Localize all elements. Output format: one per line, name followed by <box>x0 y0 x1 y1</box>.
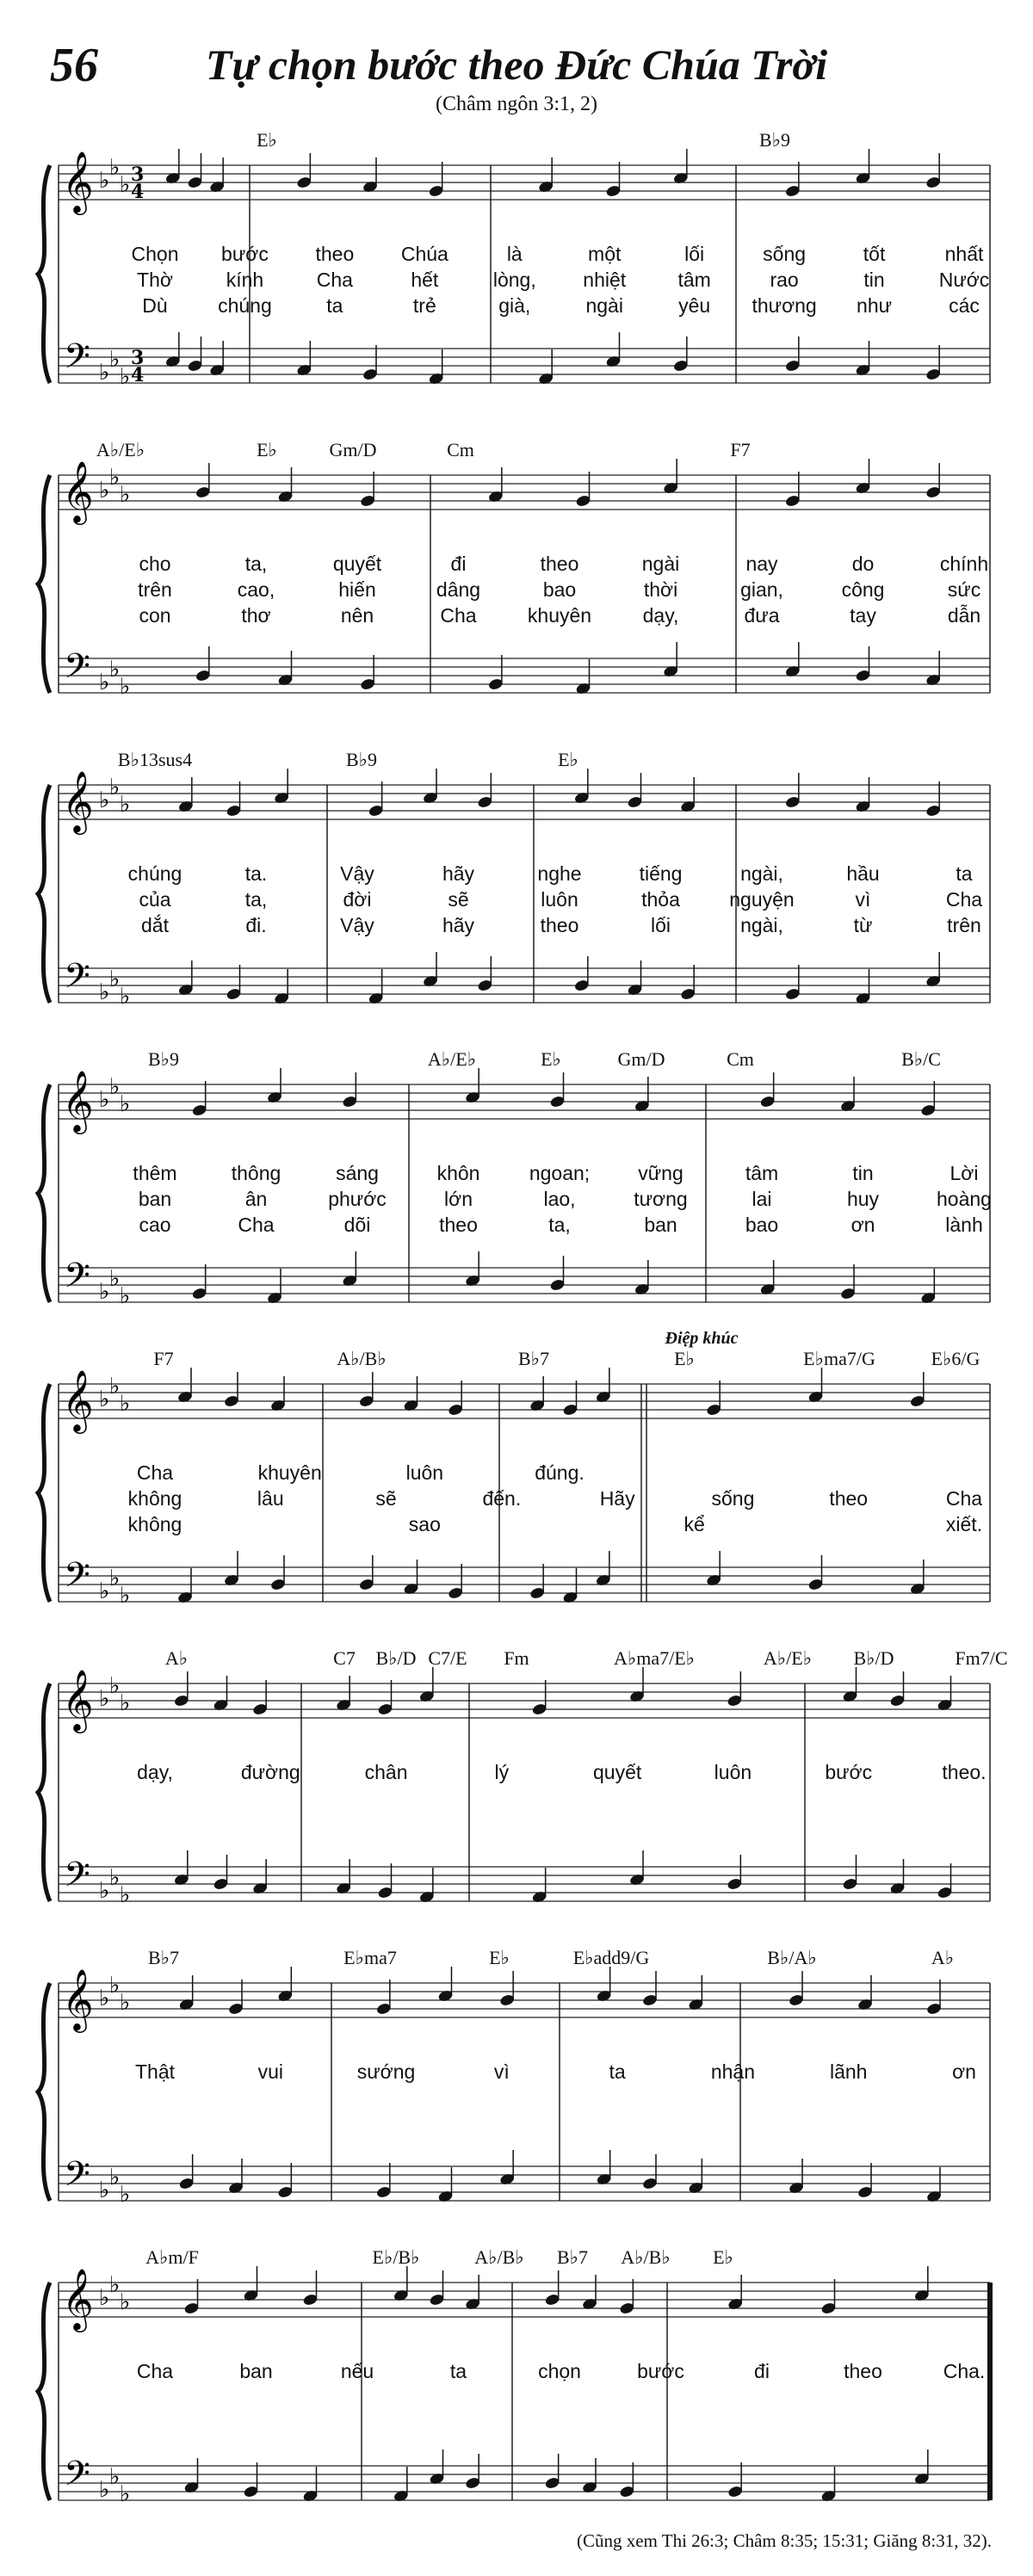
lyric-syllable: nguyện <box>729 888 795 911</box>
lyric-syllable: Nước <box>938 269 990 291</box>
lyric-syllable: tay <box>850 604 876 627</box>
flat-icon: ♭ <box>99 670 110 695</box>
music-system <box>0 1329 1033 1649</box>
chord-symbol: E♭ <box>257 439 277 460</box>
lyric-syllable: ngài, <box>740 862 783 885</box>
lyric-syllable: ơn <box>952 2060 976 2083</box>
flat-icon: ♭ <box>120 1690 131 1716</box>
lyric-syllable: tin <box>863 269 885 291</box>
chord-symbol: C7 <box>333 1647 356 1669</box>
treble-clef-icon: 𝄞 <box>62 769 94 832</box>
lyric-syllable: hầu <box>846 862 880 885</box>
lyric-syllable: luôn <box>541 888 578 911</box>
lyric-syllable: bao <box>745 1214 779 1236</box>
lyric-syllable: như <box>857 294 893 317</box>
chord-symbol: E♭ <box>713 2246 733 2268</box>
hymn-number: 56 <box>50 39 98 92</box>
lyric-syllable: gian, <box>740 578 783 601</box>
lyric-syllable: sống <box>711 1487 755 1510</box>
flat-icon: ♭ <box>120 1091 131 1117</box>
lyric-syllable: Cha <box>316 269 353 291</box>
chord-symbol: B♭/A♭ <box>767 1947 817 1968</box>
lyric-syllable: không <box>127 1487 182 1510</box>
bass-staff <box>59 968 990 1003</box>
lyric-syllable: cao, <box>237 578 275 601</box>
brace <box>38 2283 50 2500</box>
bass-staff <box>59 2466 990 2500</box>
lyric-syllable: sao <box>408 1513 441 1535</box>
bass-clef-icon: 𝄢 <box>64 956 90 1004</box>
lyric-syllable: nếu <box>340 2360 374 2382</box>
flat-icon: ♭ <box>109 2464 121 2490</box>
lyric-syllable: ngoan; <box>529 1162 591 1184</box>
lyric-syllable: xiết. <box>945 1513 983 1535</box>
lyric-syllable: Cha <box>945 1487 983 1510</box>
lyric-syllable: Cha <box>136 1461 174 1484</box>
lyric-syllable: Chọn <box>131 243 179 265</box>
chord-symbol: A♭/B♭ <box>337 1348 387 1369</box>
lyric-syllable: dạy, <box>137 1761 173 1783</box>
chord-symbol: Gm/D <box>617 1048 665 1070</box>
time-signature: 4 <box>131 364 145 386</box>
lyric-syllable: nhiệt <box>583 269 627 291</box>
lyric-syllable: Vậy <box>340 862 374 885</box>
chord-symbol: E♭ <box>558 749 578 770</box>
bass-clef-icon: 𝄢 <box>64 1555 90 1603</box>
chord-symbol: B♭7 <box>147 1947 180 1968</box>
music-system <box>0 129 1033 430</box>
lyric-syllable: chọn <box>538 2360 581 2382</box>
lyric-syllable: vì <box>855 888 871 911</box>
lyric-syllable: luôn <box>405 1461 444 1484</box>
brace <box>38 1683 50 1901</box>
flat-icon: ♭ <box>99 2477 110 2503</box>
lyric-syllable: Cha <box>136 2360 174 2382</box>
music-system <box>0 1647 1033 1949</box>
lyric-syllable: Chúa <box>400 243 448 265</box>
lyric-syllable: phước <box>328 1188 387 1210</box>
brace <box>38 785 50 1003</box>
lyric-syllable: chính <box>939 553 989 575</box>
chord-symbol: E♭ <box>489 1947 510 1968</box>
music-system <box>0 749 1033 1050</box>
section-marking: Điệp khúc <box>665 1329 739 1348</box>
lyric-syllable: lòng, <box>492 269 536 291</box>
brace <box>38 1084 50 1302</box>
lyric-syllable: lãnh <box>829 2060 868 2083</box>
lyric-syllable: tiếng <box>639 862 683 885</box>
flat-icon: ♭ <box>109 657 121 683</box>
lyric-syllable: cho <box>139 553 171 575</box>
chord-symbol: B♭9 <box>758 129 791 151</box>
lyric-syllable: thương <box>752 294 817 317</box>
staff-system-graphic <box>0 1647 1033 1949</box>
lyric-syllable: trẻ <box>412 294 436 317</box>
flat-icon: ♭ <box>120 2289 131 2315</box>
lyric-syllable: sẽ <box>448 888 469 911</box>
flat-icon: ♭ <box>99 168 110 194</box>
lyric-syllable: là <box>506 243 523 265</box>
chord-symbol: B♭/D <box>853 1647 894 1669</box>
treble-staff <box>59 785 990 819</box>
brace <box>38 165 50 383</box>
flat-icon: ♭ <box>99 1387 110 1412</box>
lyric-syllable: nhận <box>710 2060 756 2083</box>
lyric-syllable: đến. <box>482 1487 522 1510</box>
lyric-syllable: ta <box>326 294 343 317</box>
chord-symbol: E♭ <box>541 1048 561 1070</box>
flat-icon: ♭ <box>120 984 131 1010</box>
flat-icon: ♭ <box>120 482 131 508</box>
lyric-syllable: sống <box>763 243 807 265</box>
lyric-syllable: hãy <box>442 862 475 885</box>
lyric-syllable: ngài, <box>740 914 783 936</box>
lyric-syllable: dõi <box>343 1214 371 1236</box>
treble-clef-icon: 𝄞 <box>62 1069 94 1132</box>
lyric-syllable: ta, <box>244 888 268 911</box>
chord-symbol: F7 <box>730 439 751 460</box>
lyric-syllable: lâu <box>257 1487 284 1510</box>
chord-symbol: A♭ <box>931 1947 955 1968</box>
treble-staff <box>59 1384 990 1418</box>
lyric-syllable: hết <box>411 269 439 291</box>
flat-icon: ♭ <box>120 2481 131 2507</box>
flat-icon: ♭ <box>120 2182 131 2208</box>
flat-icon: ♭ <box>109 967 121 992</box>
music-system <box>0 2246 1033 2548</box>
lyric-syllable: ban <box>644 1214 677 1236</box>
lyric-syllable: thông <box>231 1162 281 1184</box>
lyric-syllable: bước <box>825 1761 873 1783</box>
footer-references: (Cũng xem Thi 26:3; Châm 8:35; 15:31; Giăng 8:31, 32). <box>576 2530 992 2551</box>
lyric-syllable: sáng <box>336 1162 379 1184</box>
lyric-syllable: một <box>588 243 622 265</box>
brace <box>38 475 50 693</box>
lyric-syllable: nay <box>745 553 778 575</box>
lyric-syllable: yêu <box>678 294 711 317</box>
chord-symbol: F7 <box>153 1348 174 1369</box>
lyric-syllable: hãy <box>442 914 475 936</box>
lyric-syllable: ta <box>956 862 973 885</box>
brace <box>38 1384 50 1602</box>
chord-symbol: B♭9 <box>147 1048 180 1070</box>
lyric-syllable: ngài <box>641 553 680 575</box>
flat-icon: ♭ <box>99 478 110 503</box>
music-system <box>0 439 1033 740</box>
chord-symbol: A♭m/F <box>145 2246 199 2268</box>
lyric-syllable: theo <box>829 1487 869 1510</box>
chord-symbol: E♭ma7/G <box>803 1348 875 1369</box>
lyric-syllable: dâng <box>436 578 481 601</box>
lyric-syllable: đi <box>754 2360 770 2382</box>
lyric-syllable: Thờ <box>137 269 173 291</box>
flat-icon: ♭ <box>109 2165 121 2190</box>
lyric-syllable: thỏa <box>641 888 680 911</box>
lyric-syllable: vui <box>257 2060 283 2083</box>
lyric-syllable: của <box>139 888 171 911</box>
lyric-syllable: theo <box>844 2360 882 2382</box>
lyric-syllable: ta. <box>244 862 268 885</box>
chord-symbol: Cm <box>727 1048 754 1070</box>
flat-icon: ♭ <box>120 172 131 198</box>
chord-symbol: A♭ <box>164 1647 189 1669</box>
music-system <box>0 1048 1033 1350</box>
chord-symbol: E♭/B♭ <box>372 2246 420 2268</box>
lyric-syllable: bước <box>637 2360 684 2382</box>
lyric-syllable: tương <box>634 1188 688 1210</box>
staff-system-graphic <box>0 1947 1033 2248</box>
lyric-syllable: theo. <box>942 1761 987 1783</box>
lyric-syllable: huy <box>846 1188 880 1210</box>
chord-symbol: E♭ <box>674 1348 695 1369</box>
lyric-syllable: quyết <box>332 553 382 575</box>
hymn-subtitle: (Châm ngôn 3:1, 2) <box>436 93 597 115</box>
lyric-syllable: nhất <box>944 243 984 265</box>
treble-clef-icon: 𝄞 <box>62 460 94 522</box>
bass-clef-icon: 𝄢 <box>64 646 90 695</box>
flat-icon: ♭ <box>99 1686 110 1712</box>
lyric-syllable: lối <box>684 243 705 265</box>
treble-clef-icon: 𝄞 <box>62 150 94 213</box>
lyric-syllable: các <box>949 294 980 317</box>
lyric-syllable: lành <box>945 1214 983 1236</box>
lyric-syllable: hiến <box>338 578 376 601</box>
lyric-syllable: công <box>841 578 885 601</box>
lyric-syllable: chúng <box>218 294 272 317</box>
lyric-syllable: tâm <box>677 269 711 291</box>
chord-symbol: Cm <box>447 439 474 460</box>
flat-icon: ♭ <box>109 347 121 373</box>
music-system <box>0 1947 1033 2248</box>
bass-staff <box>59 2166 990 2201</box>
treble-clef-icon: 𝄞 <box>62 1668 94 1731</box>
time-signature: 4 <box>131 181 145 203</box>
lyric-syllable: khôn <box>436 1162 480 1184</box>
chord-symbol: E♭ma7 <box>343 1947 397 1968</box>
lyric-syllable: vì <box>493 2060 510 2083</box>
chord-symbol: E♭6/G <box>931 1348 980 1369</box>
lyric-syllable: con <box>139 604 171 627</box>
lyric-syllable: ta, <box>244 553 268 575</box>
flat-icon: ♭ <box>109 155 121 181</box>
bass-clef-icon: 𝄢 <box>64 1256 90 1304</box>
flat-icon: ♭ <box>99 2285 110 2311</box>
bass-clef-icon: 𝄢 <box>64 2454 90 2502</box>
lyric-syllable: Cha <box>945 888 983 911</box>
lyric-syllable: dắt <box>141 914 169 936</box>
lyric-syllable: ta <box>449 2360 467 2382</box>
lyric-syllable: sướng <box>356 2060 416 2083</box>
lyric-syllable: không <box>127 1513 182 1535</box>
chord-symbol: Gm/D <box>329 439 377 460</box>
lyric-syllable: đường <box>240 1761 300 1783</box>
lyric-syllable: Vậy <box>340 914 374 936</box>
lyric-syllable: tốt <box>863 243 886 265</box>
staff-system-graphic <box>0 2246 1033 2548</box>
lyric-syllable: khuyên <box>527 604 592 627</box>
flat-icon: ♭ <box>99 788 110 813</box>
chord-symbol: B♭13sus4 <box>117 749 193 770</box>
lyric-syllable: Hãy <box>599 1487 635 1510</box>
chord-symbol: Fm7/C <box>955 1647 1008 1669</box>
lyric-syllable: đúng. <box>535 1461 585 1484</box>
lyric-syllable: Cha <box>440 604 477 627</box>
flat-icon: ♭ <box>99 360 110 386</box>
flat-icon: ♭ <box>120 1882 131 1908</box>
lyric-syllable: rao <box>770 269 799 291</box>
chord-symbol: Fm <box>504 1647 529 1669</box>
flat-icon: ♭ <box>109 2272 121 2298</box>
flat-icon: ♭ <box>99 1878 110 1904</box>
lyric-syllable: thời <box>643 578 678 601</box>
flat-icon: ♭ <box>99 1279 110 1305</box>
lyric-syllable: thêm <box>133 1162 177 1184</box>
lyric-syllable: ban <box>239 2360 273 2382</box>
chord-symbol: B♭7 <box>556 2246 589 2268</box>
lyric-syllable: nghe <box>537 862 582 885</box>
lyric-syllable: ngài <box>585 294 623 317</box>
lyric-syllable: đi <box>450 553 467 575</box>
chord-symbol: E♭ <box>257 129 277 151</box>
flat-icon: ♭ <box>109 1374 121 1399</box>
chord-symbol: B♭/C <box>901 1048 941 1070</box>
brace <box>38 1983 50 2201</box>
flat-icon: ♭ <box>120 792 131 818</box>
flat-icon: ♭ <box>109 1973 121 1998</box>
lyric-syllable: nên <box>340 604 374 627</box>
lyric-syllable: đưa <box>744 604 780 627</box>
flat-icon: ♭ <box>109 1673 121 1699</box>
lyric-syllable: ta, <box>548 1214 571 1236</box>
lyric-syllable: luôn <box>714 1761 752 1783</box>
bass-clef-icon: 𝄢 <box>64 1855 90 1903</box>
lyric-syllable: theo <box>540 553 579 575</box>
lyric-syllable: trên <box>138 578 172 601</box>
treble-staff <box>59 1983 990 2017</box>
chord-symbol: A♭/B♭ <box>621 2246 671 2268</box>
flat-icon: ♭ <box>120 674 131 700</box>
flat-icon: ♭ <box>120 1391 131 1417</box>
lyric-syllable: thơ <box>241 604 271 627</box>
flat-icon: ♭ <box>99 979 110 1005</box>
flat-icon: ♭ <box>109 465 121 491</box>
flat-icon: ♭ <box>109 1566 121 1591</box>
lyric-syllable: đời <box>343 888 372 911</box>
lyric-syllable: chúng <box>127 862 182 885</box>
lyric-syllable: lao, <box>543 1188 576 1210</box>
lyric-syllable: cao <box>139 1214 171 1236</box>
lyric-syllable: tâm <box>745 1162 779 1184</box>
lyric-syllable: ta <box>609 2060 626 2083</box>
lyric-syllable: theo <box>439 1214 478 1236</box>
chord-symbol: B♭9 <box>345 749 378 770</box>
lyric-syllable: do <box>851 553 875 575</box>
treble-clef-icon: 𝄞 <box>62 1368 94 1431</box>
lyric-syllable: khuyên <box>257 1461 322 1484</box>
lyric-syllable: kể <box>684 1513 705 1535</box>
lyric-syllable: vững <box>638 1162 684 1184</box>
lyric-syllable: từ <box>853 914 873 936</box>
flat-icon: ♭ <box>99 1578 110 1604</box>
lyric-syllable: theo <box>315 243 355 265</box>
lyric-syllable: theo <box>540 914 579 936</box>
lyric-syllable: lý <box>494 1761 510 1783</box>
chord-symbol: B♭7 <box>517 1348 550 1369</box>
lyric-syllable: kính <box>226 269 264 291</box>
time-signature: 3 <box>131 347 145 369</box>
hymn-title: Tự chọn bước theo Đức Chúa Trời <box>205 40 828 89</box>
lyric-syllable: đi. <box>245 914 267 936</box>
treble-clef-icon: 𝄞 <box>62 1968 94 2030</box>
flat-icon: ♭ <box>120 1583 131 1609</box>
lyric-syllable: Dù <box>142 294 168 317</box>
treble-clef-icon: 𝄞 <box>62 2267 94 2330</box>
chord-symbol: A♭/E♭ <box>427 1048 477 1070</box>
lyric-syllable: trên <box>947 914 981 936</box>
lyric-syllable: Lời <box>949 1162 979 1184</box>
lyric-syllable: lai <box>752 1188 772 1210</box>
lyric-syllable: Cha <box>238 1214 275 1236</box>
chord-symbol: A♭/E♭ <box>763 1647 813 1669</box>
lyric-syllable: Thật <box>134 2060 176 2083</box>
chord-symbol: C7/E <box>428 1647 467 1669</box>
lyric-syllable: già, <box>498 294 531 317</box>
bass-staff <box>59 1567 990 1602</box>
bass-clef-icon: 𝄢 <box>64 337 90 385</box>
lyric-syllable: hoàng <box>937 1188 992 1210</box>
lyric-syllable: sẽ <box>375 1487 397 1510</box>
flat-icon: ♭ <box>99 2178 110 2203</box>
chord-symbol: A♭ma7/E♭ <box>613 1647 696 1669</box>
lyric-syllable: tin <box>852 1162 874 1184</box>
chord-symbol: B♭/D <box>375 1647 417 1669</box>
lyric-syllable: bước <box>221 243 269 265</box>
flat-icon: ♭ <box>120 364 131 390</box>
chord-symbol: E♭add9/G <box>572 1947 650 1968</box>
lyric-syllable: bao <box>542 578 577 601</box>
lyric-syllable: dẫn <box>947 604 981 627</box>
lyric-syllable: lối <box>650 914 671 936</box>
lyric-syllable: quyết <box>593 1761 642 1783</box>
lyric-syllable: ban <box>138 1188 172 1210</box>
lyric-syllable: Cha. <box>943 2360 986 2382</box>
lyric-syllable: chân <box>364 1761 408 1783</box>
flat-icon: ♭ <box>109 1865 121 1891</box>
treble-staff <box>59 2283 990 2317</box>
lyric-syllable: lớn <box>444 1188 473 1210</box>
chord-symbol: A♭/B♭ <box>474 2246 524 2268</box>
flat-icon: ♭ <box>109 775 121 800</box>
lyric-syllable: dạy, <box>642 604 679 627</box>
flat-icon: ♭ <box>109 1266 121 1292</box>
time-signature: 3 <box>131 164 145 186</box>
flat-icon: ♭ <box>99 1087 110 1113</box>
lyric-syllable: ân <box>244 1188 268 1210</box>
flat-icon: ♭ <box>120 1283 131 1309</box>
chord-symbol: A♭/E♭ <box>96 439 145 460</box>
flat-icon: ♭ <box>120 1990 131 2016</box>
flat-icon: ♭ <box>99 1986 110 2011</box>
lyric-syllable: sức <box>947 578 981 601</box>
lyric-syllable: ơn <box>851 1214 875 1236</box>
flat-icon: ♭ <box>109 1074 121 1100</box>
bass-clef-icon: 𝄢 <box>64 2154 90 2202</box>
